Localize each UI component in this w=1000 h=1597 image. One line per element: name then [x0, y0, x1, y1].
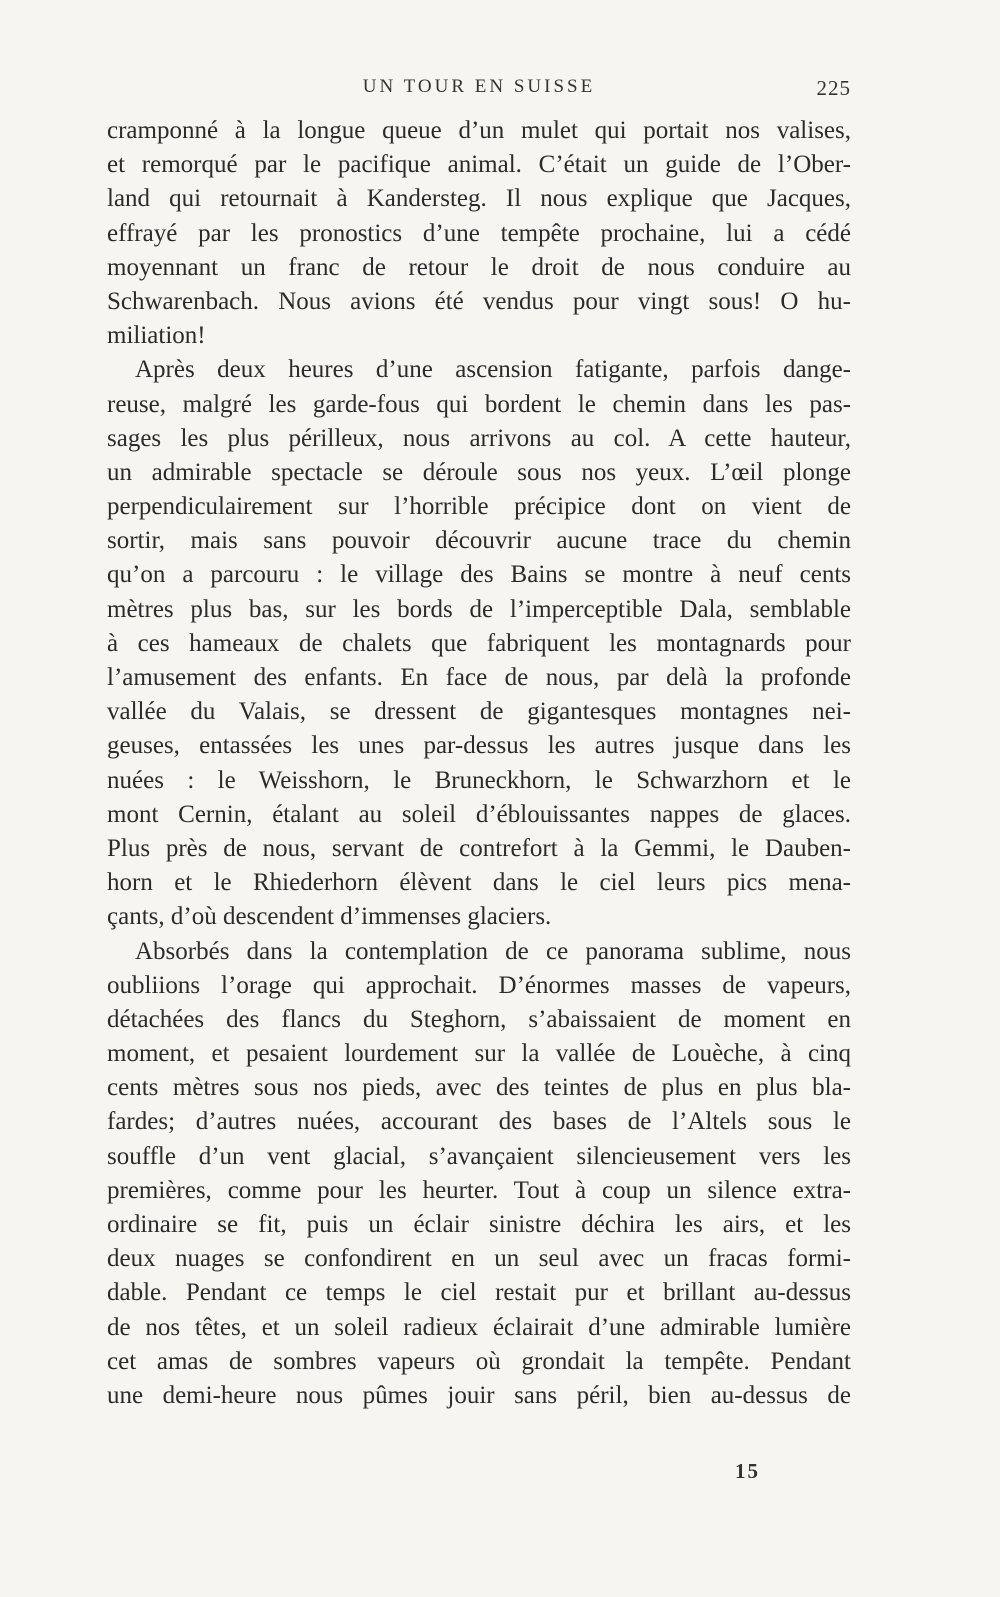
- paragraph-start-line: Après deux heures d’une ascension fatigante, parfois dange-: [135, 356, 851, 384]
- text-line: Schwarenbach. Nous avions été vendus pour vingt sous! O hu-: [107, 287, 851, 315]
- text-line: perpendiculairement sur l’horrible précipice dont on vient de: [107, 493, 851, 521]
- text-line: nuées : le Weisshorn, le Bruneckhorn, le Schwarzhorn et le: [107, 766, 851, 794]
- page-number: 225: [816, 76, 851, 100]
- running-title: UN TOUR EN SUISSE: [362, 76, 596, 97]
- text-line: ordinaire se fit, puis un éclair sinistre déchira les airs, et les: [107, 1211, 851, 1238]
- text-line: à ces hameaux de chalets que fabriquent les montagnards pour: [107, 629, 851, 657]
- text-line: souffle d’un vent glacial, s’avançaient silencieusement vers les: [107, 1142, 851, 1170]
- text-line: mont Cernin, étalant au soleil d’éblouissantes nappes de glaces.: [107, 800, 851, 828]
- text-line: horn et le Rhiederhorn élèvent dans le ciel leurs pics mena-: [107, 869, 851, 897]
- text-line: sages les plus périlleux, nous arrivons au col. A cette hauteur,: [107, 424, 851, 452]
- text-line: l’amusement des enfants. En face de nous, par delà la profonde: [107, 664, 851, 691]
- text-line: geuses, entassées les unes par-dessus les autres jusque dans les: [107, 732, 851, 760]
- text-line: sortir, mais sans pouvoir découvrir aucune trace du chemin: [107, 527, 851, 555]
- text-line: reuse, malgré les garde-fous qui bordent le chemin dans les pas-: [107, 390, 851, 418]
- text-line: oubliions l’orage qui approchait. D’énormes masses de vapeurs,: [107, 971, 851, 999]
- text-line: land qui retournait à Kandersteg. Il nous explique que Jacques,: [107, 185, 851, 213]
- text-line: miliation!: [107, 322, 206, 350]
- text-line: vallée du Valais, se dressent de gigantesques montagnes nei-: [107, 698, 851, 726]
- text-line: deux nuages se confondirent en un seul avec un fracas formi-: [107, 1245, 851, 1273]
- text-line: moyennant un franc de retour le droit de nous conduire au: [107, 253, 851, 281]
- text-line: cet amas de sombres vapeurs où grondait la tempête. Pendant: [107, 1347, 851, 1375]
- text-line: cents mètres sous nos pieds, avec des teintes de plus en plus bla-: [107, 1074, 851, 1102]
- text-line: détachées des flancs du Steghorn, s’abaissaient de moment en: [107, 1005, 851, 1033]
- text-line: une demi-heure nous pûmes jouir sans péril, bien au-dessus de: [107, 1381, 851, 1409]
- text-line: Plus près de nous, servant de contrefort à la Gemmi, le Dauben-: [107, 834, 851, 862]
- text-line: qu’on a parcouru : le village des Bains se montre à neuf cents: [107, 561, 851, 589]
- text-line: moment, et pesaient lourdement sur la vallée de Louèche, à cinq: [107, 1040, 851, 1068]
- running-head: [107, 76, 851, 106]
- text-line: un admirable spectacle se déroule sous nos yeux. L’œil plonge: [107, 458, 851, 486]
- text-line: de nos têtes, et un soleil radieux éclairait d’une admirable lumière: [107, 1313, 851, 1341]
- text-line: effrayé par les pronostics d’une tempête prochaine, lui a cédé: [107, 219, 851, 247]
- text-line: çants, d’où descendent d’immenses glaciers.: [107, 903, 552, 931]
- body-text: [107, 114, 851, 1413]
- paragraph-start-line: Absorbés dans la contemplation de ce panorama sublime, nous: [135, 937, 851, 965]
- text-line: mètres plus bas, sur les bords de l’imperceptible Dala, semblable: [107, 595, 851, 623]
- text-line: cramponné à la longue queue d’un mulet qui portait nos valises,: [107, 117, 851, 144]
- text-line: et remorqué par le pacifique animal. C’était un guide de l’Ober-: [107, 151, 851, 179]
- text-line: premières, comme pour les heurter. Tout à coup un silence extra-: [107, 1176, 851, 1204]
- text-line: fardes; d’autres nuées, accourant des bases de l’Altels sous le: [107, 1108, 851, 1136]
- text-line: dable. Pendant ce temps le ciel restait pur et brillant au-dessus: [107, 1279, 851, 1307]
- signature-mark: 15: [735, 1459, 760, 1483]
